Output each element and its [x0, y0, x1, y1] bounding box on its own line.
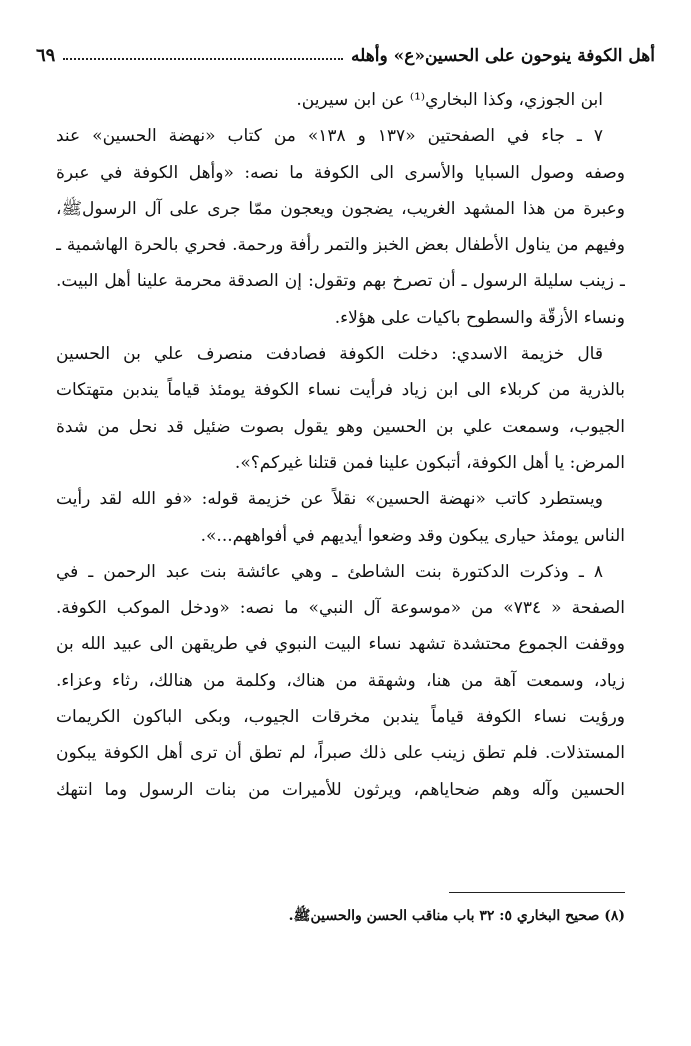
- text-line: وصفه وصول السبايا والأسرى الى الكوفة ما نصه: «وأهل الكوفة في عبرة: [56, 162, 625, 183]
- text-line: ٨ ـ وذكرت الدكتورة بنت الشاطئ ـ وهي عائشة بنت عبد الرحمن ـ في: [56, 561, 603, 582]
- text-line: ونساء الأزقّة والسطوح باكيات على هؤلاء.: [334, 307, 625, 328]
- body-text: [56, 82, 625, 808]
- text-line: الحسين وآله وهم ضحاياهم، ويرثون للأميرات من بنات الرسول وما انتهك: [56, 779, 625, 800]
- running-head-title: أهل الكوفة ينوحون على الحسين«ع» وأهله: [351, 46, 655, 66]
- text-line: ويستطرد كاتب «نهضة الحسين» نقلاً عن خزيمة قوله: «فو الله لقد رأيت: [56, 489, 603, 510]
- text-line: قال خزيمة الاسدي: دخلت الكوفة فصادفت منصرف علي بن الحسين: [56, 344, 603, 365]
- running-head: [36, 36, 655, 66]
- text-line: المستذلات. فلم تطق زينب على ذلك صبراً، لم تطق أن ترى أهل الكوفة يبكون: [56, 743, 625, 764]
- text-line: ووقفت الجموع محتشدة تشهد نساء البيت النبوي في طريقهن الى عبيد الله بن: [56, 634, 625, 655]
- text-line: وعبرة من هذا المشهد الغريب، يضجون ويعجون ممّا جرى على آل الرسولﷺ،: [56, 198, 625, 219]
- text-line: ورؤيت نساء الكوفة قياماً يندبن مخرقات الجيوب، وبكى الباكون الكريمات: [56, 707, 625, 728]
- page-number: ٦٩: [36, 45, 56, 66]
- footnote: (٨) صحيح البخاري ٥: ٣٢ باب مناقب الحسن والحسينﷺ.: [288, 908, 625, 924]
- text-line: الصفحة « ٧٣٤» من «موسوعة آل النبي» ما نصه: «ودخل الموكب الكوفة.: [56, 598, 625, 619]
- text-line: بالذرية من كربلاء الى ابن زياد فرأيت نساء الكوفة يومئذ قياماً يندبن متهتكات: [56, 380, 625, 401]
- text-line: وفيهم من يناول الأطفال بعض الخبز والتمر رأفة ورحمة. فحري بالحرة الهاشمية ـ: [56, 235, 625, 256]
- text-line: المرض: يا أهل الكوفة، أتبكون علينا فمن قتلنا غيركم؟».: [234, 452, 625, 473]
- leader-dots: [63, 57, 343, 60]
- text-line: الجيوب، وسمعت علي بن الحسين وهو يقول بصوت ضئيل قد نحل من شدة: [56, 416, 625, 437]
- text-line: ٧ ـ جاء في الصفحتين «١٣٧ و ١٣٨» من كتاب «نهضة الحسين» عند: [56, 126, 603, 147]
- text-line: زياد، وسمعت آهة من هنا، وشهقة من هناك، وكلمة من هنالك، رثاء وعزاء.: [56, 670, 625, 691]
- text-line: ـ زينب سليلة الرسول ـ أن تصرخ بهم وتقول: إن الصدقة محرمة علينا أهل البيت.: [56, 271, 625, 292]
- text-line: الناس يومئذ حيارى يبكون وقد وضعوا أيديهم في أفواههم...».: [200, 525, 625, 546]
- footnote-divider: [449, 892, 625, 893]
- text-line: ابن الجوزي، وكذا البخاري⁽¹⁾ عن ابن سيرين.: [296, 90, 603, 110]
